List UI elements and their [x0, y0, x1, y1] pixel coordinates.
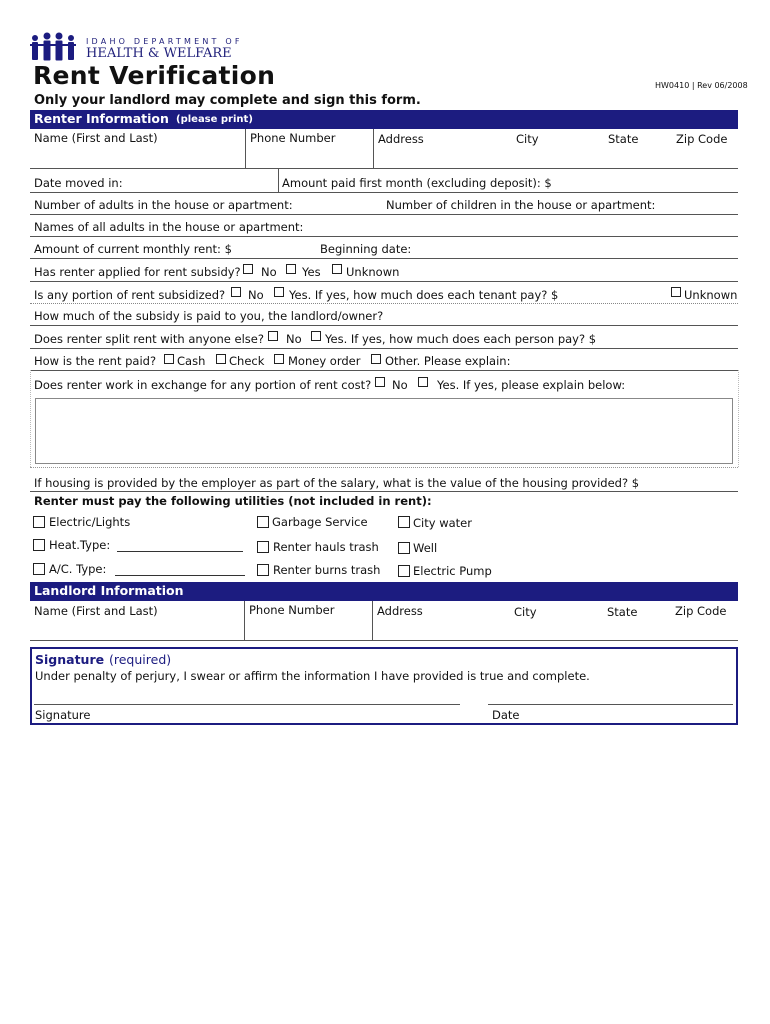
page-title: Rent Verification [33, 61, 276, 90]
signature-required-note: (required) [109, 652, 172, 667]
utility-burns-trash-checkbox[interactable] [257, 564, 269, 576]
divider [372, 601, 373, 640]
work-exchange-yes-label: Yes. If yes, please explain below: [437, 378, 626, 392]
landlord-phone-label: Phone Number [249, 603, 335, 617]
paid-cash-label: Cash [177, 354, 206, 368]
landlord-section-title: Landlord Information [34, 583, 184, 598]
work-exchange-no-label: No [392, 378, 408, 392]
renter-zip-label: Zip Code [676, 132, 728, 146]
renter-section-title: Renter Information [34, 111, 169, 126]
subsidized-yes-checkbox[interactable] [274, 287, 284, 297]
utility-garbage-checkbox[interactable] [257, 516, 269, 528]
names-adults-label: Names of all adults in the house or apartment: [34, 220, 304, 234]
divider [30, 325, 738, 326]
subsidized-no-checkbox[interactable] [231, 287, 241, 297]
subsidized-no-label: No [248, 288, 264, 302]
perjury-statement: Under penalty of perjury, I swear or affirm the information I have provided is true and complete. [35, 669, 590, 683]
paid-money-order-checkbox[interactable] [274, 354, 284, 364]
paid-other-label: Other. Please explain: [385, 354, 511, 368]
beginning-date-label: Beginning date: [320, 242, 412, 256]
form-number: HW0410 | Rev 06/2008 [655, 81, 748, 90]
divider [30, 491, 738, 492]
subsidy-applied-yes-checkbox[interactable] [286, 264, 296, 274]
signature-label: Signature [35, 708, 91, 722]
divider [30, 467, 738, 468]
subsidy-applied-unknown-label: Unknown [346, 265, 400, 279]
utility-burns-trash-label: Renter burns trash [273, 563, 381, 577]
utility-hauls-trash-label: Renter hauls trash [273, 540, 379, 554]
subsidized-unknown-checkbox[interactable] [671, 287, 681, 297]
work-exchange-no-checkbox[interactable] [375, 377, 385, 387]
divider [30, 303, 738, 304]
split-rent-question: Does renter split rent with anyone else? [34, 332, 264, 346]
paid-how-question: How is the rent paid? [34, 354, 157, 368]
divider [245, 129, 246, 168]
work-exchange-yes-checkbox[interactable] [418, 377, 428, 387]
divider [278, 168, 279, 192]
divider [30, 258, 738, 259]
num-children-label: Number of children in the house or apartment: [386, 198, 656, 212]
divider [244, 601, 245, 640]
utility-heat-label: Heat.Type: [49, 538, 111, 552]
utility-electric-pump-label: Electric Pump [413, 564, 492, 578]
subsidy-to-landlord-label: How much of the subsidy is paid to you, the landlord/owner? [34, 309, 384, 323]
housing-value-label: If housing is provided by the employer as part of the salary, what is the value of the housing provided? $ [34, 476, 640, 490]
split-no-checkbox[interactable] [268, 331, 278, 341]
divider [30, 168, 738, 169]
form-subtitle: Only your landlord may complete and sign this form. [34, 93, 421, 108]
renter-address-label: Address [378, 132, 424, 146]
utility-ac-label: A/C. Type: [49, 562, 107, 576]
divider [738, 370, 739, 467]
renter-state-label: State [608, 132, 639, 146]
renter-section-note: (please print) [176, 114, 253, 125]
divider [30, 348, 738, 349]
landlord-zip-label: Zip Code [675, 604, 727, 618]
subsidy-applied-no-checkbox[interactable] [243, 264, 253, 274]
ac-type-line[interactable] [115, 575, 245, 576]
paid-other-checkbox[interactable] [371, 354, 381, 364]
num-adults-label: Number of adults in the house or apartment: [34, 198, 293, 212]
utility-electric-label: Electric/Lights [49, 515, 131, 529]
work-exchange-question: Does renter work in exchange for any portion of rent cost? [34, 378, 372, 392]
signature-line[interactable] [34, 704, 460, 705]
divider [30, 370, 31, 467]
utility-garbage-label: Garbage Service [272, 515, 368, 529]
agency-top-text: IDAHO DEPARTMENT OF [86, 37, 243, 46]
date-moved-label: Date moved in: [34, 176, 123, 190]
renter-phone-label: Phone Number [250, 131, 336, 145]
subsidized-unknown-label: Unknown [684, 288, 738, 302]
split-yes-checkbox[interactable] [311, 331, 321, 341]
paid-money-order-label: Money order [288, 354, 361, 368]
landlord-section-header [30, 582, 738, 601]
subsidized-question: Is any portion of rent subsidized? [34, 288, 226, 302]
monthly-rent-label: Amount of current monthly rent: $ [34, 242, 232, 256]
utility-city-water-checkbox[interactable] [398, 516, 410, 528]
signature-section-title: Signature [35, 652, 105, 667]
utility-electric-checkbox[interactable] [33, 516, 45, 528]
subsidy-applied-yes-label: Yes [302, 265, 321, 279]
divider [30, 236, 738, 237]
utility-ac-checkbox[interactable] [33, 563, 45, 575]
subsidy-applied-no-label: No [261, 265, 277, 279]
utility-hauls-trash-checkbox[interactable] [257, 541, 269, 553]
utility-city-water-label: City water [413, 516, 472, 530]
divider [30, 192, 738, 193]
department-logo [28, 32, 78, 64]
heat-type-line[interactable] [117, 551, 243, 552]
people-logo-icon [28, 32, 78, 64]
subsidized-yes-label: Yes. If yes, how much does each tenant pay? $ [289, 288, 559, 302]
renter-city-label: City [516, 132, 539, 146]
subsidy-applied-unknown-checkbox[interactable] [332, 264, 342, 274]
renter-section-header [30, 110, 738, 129]
subsidy-applied-question: Has renter applied for rent subsidy? [34, 265, 241, 279]
split-no-label: No [286, 332, 302, 346]
date-label: Date [492, 708, 520, 722]
split-yes-label: Yes. If yes, how much does each person pay? $ [325, 332, 597, 346]
work-exchange-explanation-box[interactable] [35, 398, 733, 464]
utility-well-checkbox[interactable] [398, 542, 410, 554]
divider [30, 281, 738, 282]
paid-cash-checkbox[interactable] [164, 354, 174, 364]
date-line[interactable] [488, 704, 733, 705]
landlord-name-label: Name (First and Last) [34, 604, 158, 618]
divider [30, 214, 738, 215]
utility-electric-pump-checkbox[interactable] [398, 565, 410, 577]
agency-name-text: HEALTH & WELFARE [86, 46, 232, 61]
divider [30, 640, 738, 641]
amount-first-month-label: Amount paid first month (excluding deposit): $ [282, 176, 552, 190]
divider [30, 370, 738, 371]
renter-name-label: Name (First and Last) [34, 131, 158, 145]
landlord-address-label: Address [377, 604, 423, 618]
divider [373, 129, 374, 168]
landlord-city-label: City [514, 605, 537, 619]
utility-well-label: Well [413, 541, 438, 555]
paid-check-checkbox[interactable] [216, 354, 226, 364]
landlord-state-label: State [607, 605, 638, 619]
utility-heat-checkbox[interactable] [33, 539, 45, 551]
paid-check-label: Check [229, 354, 265, 368]
utilities-title: Renter must pay the following utilities (not included in rent): [34, 494, 432, 508]
